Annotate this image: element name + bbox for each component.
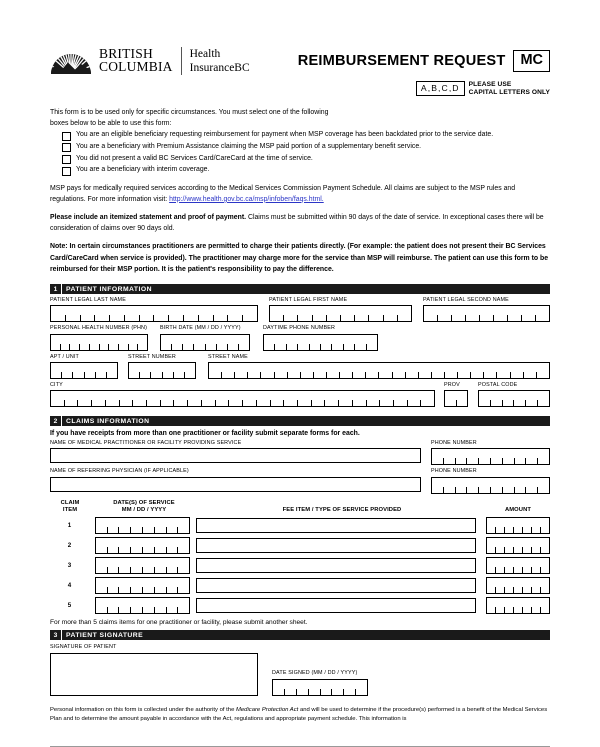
field-practitioner-phone	[431, 440, 550, 465]
patient-second-name-input[interactable]	[423, 305, 550, 322]
checkbox-label: You did not present a valid BC Services Card/CareCard at the time of service.	[76, 154, 313, 162]
patient-identifiers-row	[50, 325, 550, 350]
intro-line2: boxes below to be able to use this form:	[50, 119, 172, 127]
table-row	[50, 537, 550, 554]
msp-rules-paragraph	[50, 183, 550, 205]
abcd-sample-box: A,B,C,D	[416, 81, 465, 96]
date-signed-input[interactable]	[272, 679, 368, 696]
field-personal-health-number	[50, 325, 148, 350]
form-title-row	[298, 50, 550, 72]
postal-code-input[interactable]	[478, 390, 550, 407]
field-apt-unit	[50, 354, 118, 379]
claim-item-number: 3	[67, 562, 72, 570]
claims-overflow-note: For more than 5 claims items for one practitioner or facility, please submit another sheet.	[50, 619, 308, 627]
itemized-statement-paragraph	[50, 212, 550, 234]
claim-fee-item-input-2[interactable]	[196, 538, 476, 553]
list-item[interactable]	[62, 143, 550, 153]
field-label: PATIENT LEGAL LAST NAME	[50, 297, 126, 303]
form-title-block	[298, 46, 550, 97]
field-street-number	[128, 354, 196, 379]
privacy-notice	[50, 706, 550, 724]
section-number: 2	[50, 416, 62, 426]
table-row	[50, 557, 550, 574]
section-title: CLAIMS INFORMATION	[66, 417, 150, 425]
claim-item-number: 1	[67, 522, 72, 530]
field-label: CITY	[50, 381, 63, 388]
list-item[interactable]	[62, 166, 550, 176]
list-item[interactable]	[62, 155, 550, 165]
please-use-capitals-note	[469, 81, 550, 97]
patient-first-name-input[interactable]	[269, 305, 412, 322]
msp-rules-text: MSP pays for medically required services according to the Medical Services Commission Payment Schedule. All claims are subject to the MSP rules and regulations. For more information visit:	[50, 184, 516, 203]
practitioner-name-input[interactable]	[50, 448, 421, 463]
section-header-patient-information	[50, 284, 550, 294]
mc-code-box: MC	[513, 50, 550, 72]
brand-divider	[181, 47, 182, 75]
field-label: BIRTH DATE (MM / DD / YYYY)	[160, 325, 241, 332]
privacy-notice-part2: and will be used to determine if the procedure(s) performed is a benefit of the Medical Services Plan and to determine the amount payable in accordance with the Act, regulations and appropriate payment schedule. This information is	[50, 706, 548, 722]
practitioner-note-paragraph: Note: In certain circumstances practitioners are permitted to charge their patients directly. (For example: the patient does not present their BC Services Card/CareCard when service is provided). The practitioner may charge more for the service than MSP will reimburse. The patient can use this form to be reimbursed for their MSP portion. It is the patient's responsibility to pay the difference.	[50, 243, 549, 273]
itemized-statement-lead: Please include an itemized statement and proof of payment.	[50, 214, 247, 222]
itemized-statement-rest: Claims must be submitted within 90 days of the date of service. In exceptional cases there will be consideration of claims over 90 days old.	[50, 214, 544, 233]
claim-date-input-3[interactable]	[95, 557, 190, 574]
field-postal-code	[478, 382, 550, 407]
field-city	[50, 382, 435, 407]
apt-unit-input[interactable]	[50, 362, 118, 379]
privacy-notice-act-name: Medicare Protection Act	[235, 706, 299, 713]
bc-sun-mountain-logo-icon	[50, 46, 92, 76]
privacy-notice-part1: Personal information on this form is collected under the authority of the	[50, 706, 236, 713]
signature-input[interactable]	[50, 653, 258, 696]
checkbox-label: You are a beneficiary with Premium Assistance claiming the MSP paid portion of a supplementary benefit service.	[76, 142, 422, 150]
form-header	[50, 0, 550, 97]
street-name-input[interactable]	[208, 362, 550, 379]
checkbox-backdated-coverage[interactable]	[62, 132, 71, 141]
checkbox-label: You are a beneficiary with interim coverage.	[76, 166, 210, 174]
field-label: PHONE NUMBER	[431, 440, 477, 447]
bc-health-insurance-branding	[50, 46, 250, 76]
list-item[interactable]	[62, 131, 550, 141]
field-street-name	[208, 354, 550, 379]
claim-item-number: 5	[67, 602, 72, 610]
field-patient-second-name	[423, 297, 550, 322]
table-row	[50, 597, 550, 614]
field-practitioner-name	[50, 440, 421, 465]
checkbox-no-valid-card[interactable]	[62, 155, 71, 164]
field-patient-first-name	[269, 297, 412, 322]
claim-fee-item-input-1[interactable]	[196, 518, 476, 533]
claim-item-number: 2	[67, 542, 72, 550]
please-use-line1: PLEASE USE	[468, 80, 512, 88]
intro-instructions	[50, 107, 550, 129]
claim-date-input-2[interactable]	[95, 537, 190, 554]
field-referring-phone	[431, 468, 550, 493]
column-header-dates-of-service	[96, 500, 192, 514]
personal-health-number-input[interactable]	[50, 334, 148, 351]
section-number: 1	[50, 284, 62, 294]
birth-date-input[interactable]	[160, 334, 250, 351]
claim-amount-input-5[interactable]	[486, 597, 550, 614]
brand-wordmark	[99, 47, 250, 75]
signature-area	[50, 644, 550, 695]
field-label: PATIENT LEGAL FIRST NAME	[269, 297, 348, 303]
claim-amount-input-4[interactable]	[486, 577, 550, 594]
claim-fee-item-input-3[interactable]	[196, 558, 476, 573]
patient-name-row	[50, 297, 550, 322]
claim-amount-input-3[interactable]	[486, 557, 550, 574]
section-number: 3	[50, 630, 62, 640]
claim-amount-input-1[interactable]	[486, 517, 550, 534]
referring-phone-input[interactable]	[431, 477, 550, 494]
daytime-phone-input[interactable]	[263, 334, 378, 351]
column-header-line1: CLAIM	[60, 499, 80, 506]
field-daytime-phone	[263, 325, 378, 350]
field-label: PATIENT LEGAL SECOND NAME	[423, 297, 509, 303]
column-header-line2: ITEM	[62, 507, 78, 514]
practitioner-phone-input[interactable]	[431, 448, 550, 465]
field-label: NAME OF MEDICAL PRACTITIONER OR FACILITY PROVIDING SERVICE	[50, 440, 242, 447]
column-header-amount: AMOUNT	[504, 507, 532, 514]
field-date-signed	[272, 670, 368, 695]
field-label: DATE SIGNED (MM / DD / YYYY)	[272, 670, 358, 677]
organization-name-line1: Health	[189, 47, 221, 60]
checkbox-premium-assistance[interactable]	[62, 143, 71, 152]
intro-line1: This form is to be used only for specific circumstances. You must select one of the following	[50, 108, 329, 116]
claims-separate-forms-notice: If you have receipts from more than one practitioner or facility submit separate forms for each.	[50, 430, 360, 438]
field-label: DAYTIME PHONE NUMBER	[263, 325, 336, 332]
field-patient-last-name	[50, 297, 258, 322]
city-input[interactable]	[50, 390, 435, 407]
field-signature	[50, 644, 258, 695]
field-birth-date	[160, 325, 250, 350]
claim-fee-item-input-5[interactable]	[196, 598, 476, 613]
section-header-patient-signature	[50, 630, 550, 640]
field-label: NAME OF REFERRING PHYSICIAN (IF APPLICABLE)	[50, 468, 189, 475]
table-row	[50, 517, 550, 534]
organization-name	[190, 47, 250, 75]
checkbox-interim-coverage[interactable]	[62, 167, 71, 176]
eligibility-checkbox-list	[50, 131, 550, 176]
field-label: PROV	[444, 381, 460, 388]
practitioner-row	[50, 440, 550, 465]
column-header-line2: MM / DD / YYYY	[121, 507, 167, 514]
field-label: SIGNATURE OF PATIENT	[50, 644, 117, 651]
province-name	[99, 47, 173, 75]
claim-date-input-5[interactable]	[95, 597, 190, 614]
organization-name-line2: InsuranceBC	[189, 62, 250, 74]
section-title: PATIENT SIGNATURE	[66, 631, 144, 639]
page-title: REIMBURSEMENT REQUEST	[297, 52, 506, 69]
referring-physician-row	[50, 468, 550, 493]
street-number-input[interactable]	[128, 362, 196, 379]
column-header-line1: DATE(S) OF SERVICE	[113, 499, 175, 506]
table-row	[50, 577, 550, 594]
column-header-claim-item	[50, 500, 90, 514]
patient-city-row	[50, 382, 550, 407]
claim-date-input-1[interactable]	[95, 517, 190, 534]
claims-table-header	[50, 500, 550, 514]
checkbox-label: You are an eligible beneficiary requesting reimbursement for payment when MSP coverage has been backdated prior to the service date.	[76, 131, 494, 139]
referring-physician-input[interactable]	[50, 477, 421, 492]
province-name-line1: BRITISH	[99, 45, 153, 61]
province-name-line2: COLUMBIA	[99, 59, 173, 75]
field-label: STREET NUMBER	[128, 353, 176, 360]
msp-faq-link[interactable]: http://www.health.gov.bc.ca/msp/infoben/faqs.html.	[169, 195, 324, 203]
claim-date-input-4[interactable]	[95, 577, 190, 594]
patient-last-name-input[interactable]	[50, 305, 258, 322]
field-label: POSTAL CODE	[478, 381, 518, 388]
field-province	[444, 382, 468, 407]
field-label: STREET NAME	[208, 353, 248, 360]
field-label: PERSONAL HEALTH NUMBER (PHN)	[50, 325, 148, 332]
capital-letters-instruction	[298, 81, 550, 97]
claim-amount-input-2[interactable]	[486, 537, 550, 554]
claim-fee-item-input-4[interactable]	[196, 578, 476, 593]
column-header-fee-item: FEE ITEM / TYPE OF SERVICE PROVIDED	[282, 507, 402, 514]
section-title: PATIENT INFORMATION	[66, 285, 152, 293]
field-label: PHONE NUMBER	[431, 468, 477, 475]
patient-address-row	[50, 354, 550, 379]
field-label: APT / UNIT	[50, 353, 79, 360]
please-use-line2: CAPITAL LETTERS ONLY	[468, 88, 550, 96]
section-header-claims-information	[50, 416, 550, 426]
province-input[interactable]	[444, 390, 468, 407]
claim-item-number: 4	[67, 582, 72, 590]
field-referring-physician	[50, 468, 421, 493]
